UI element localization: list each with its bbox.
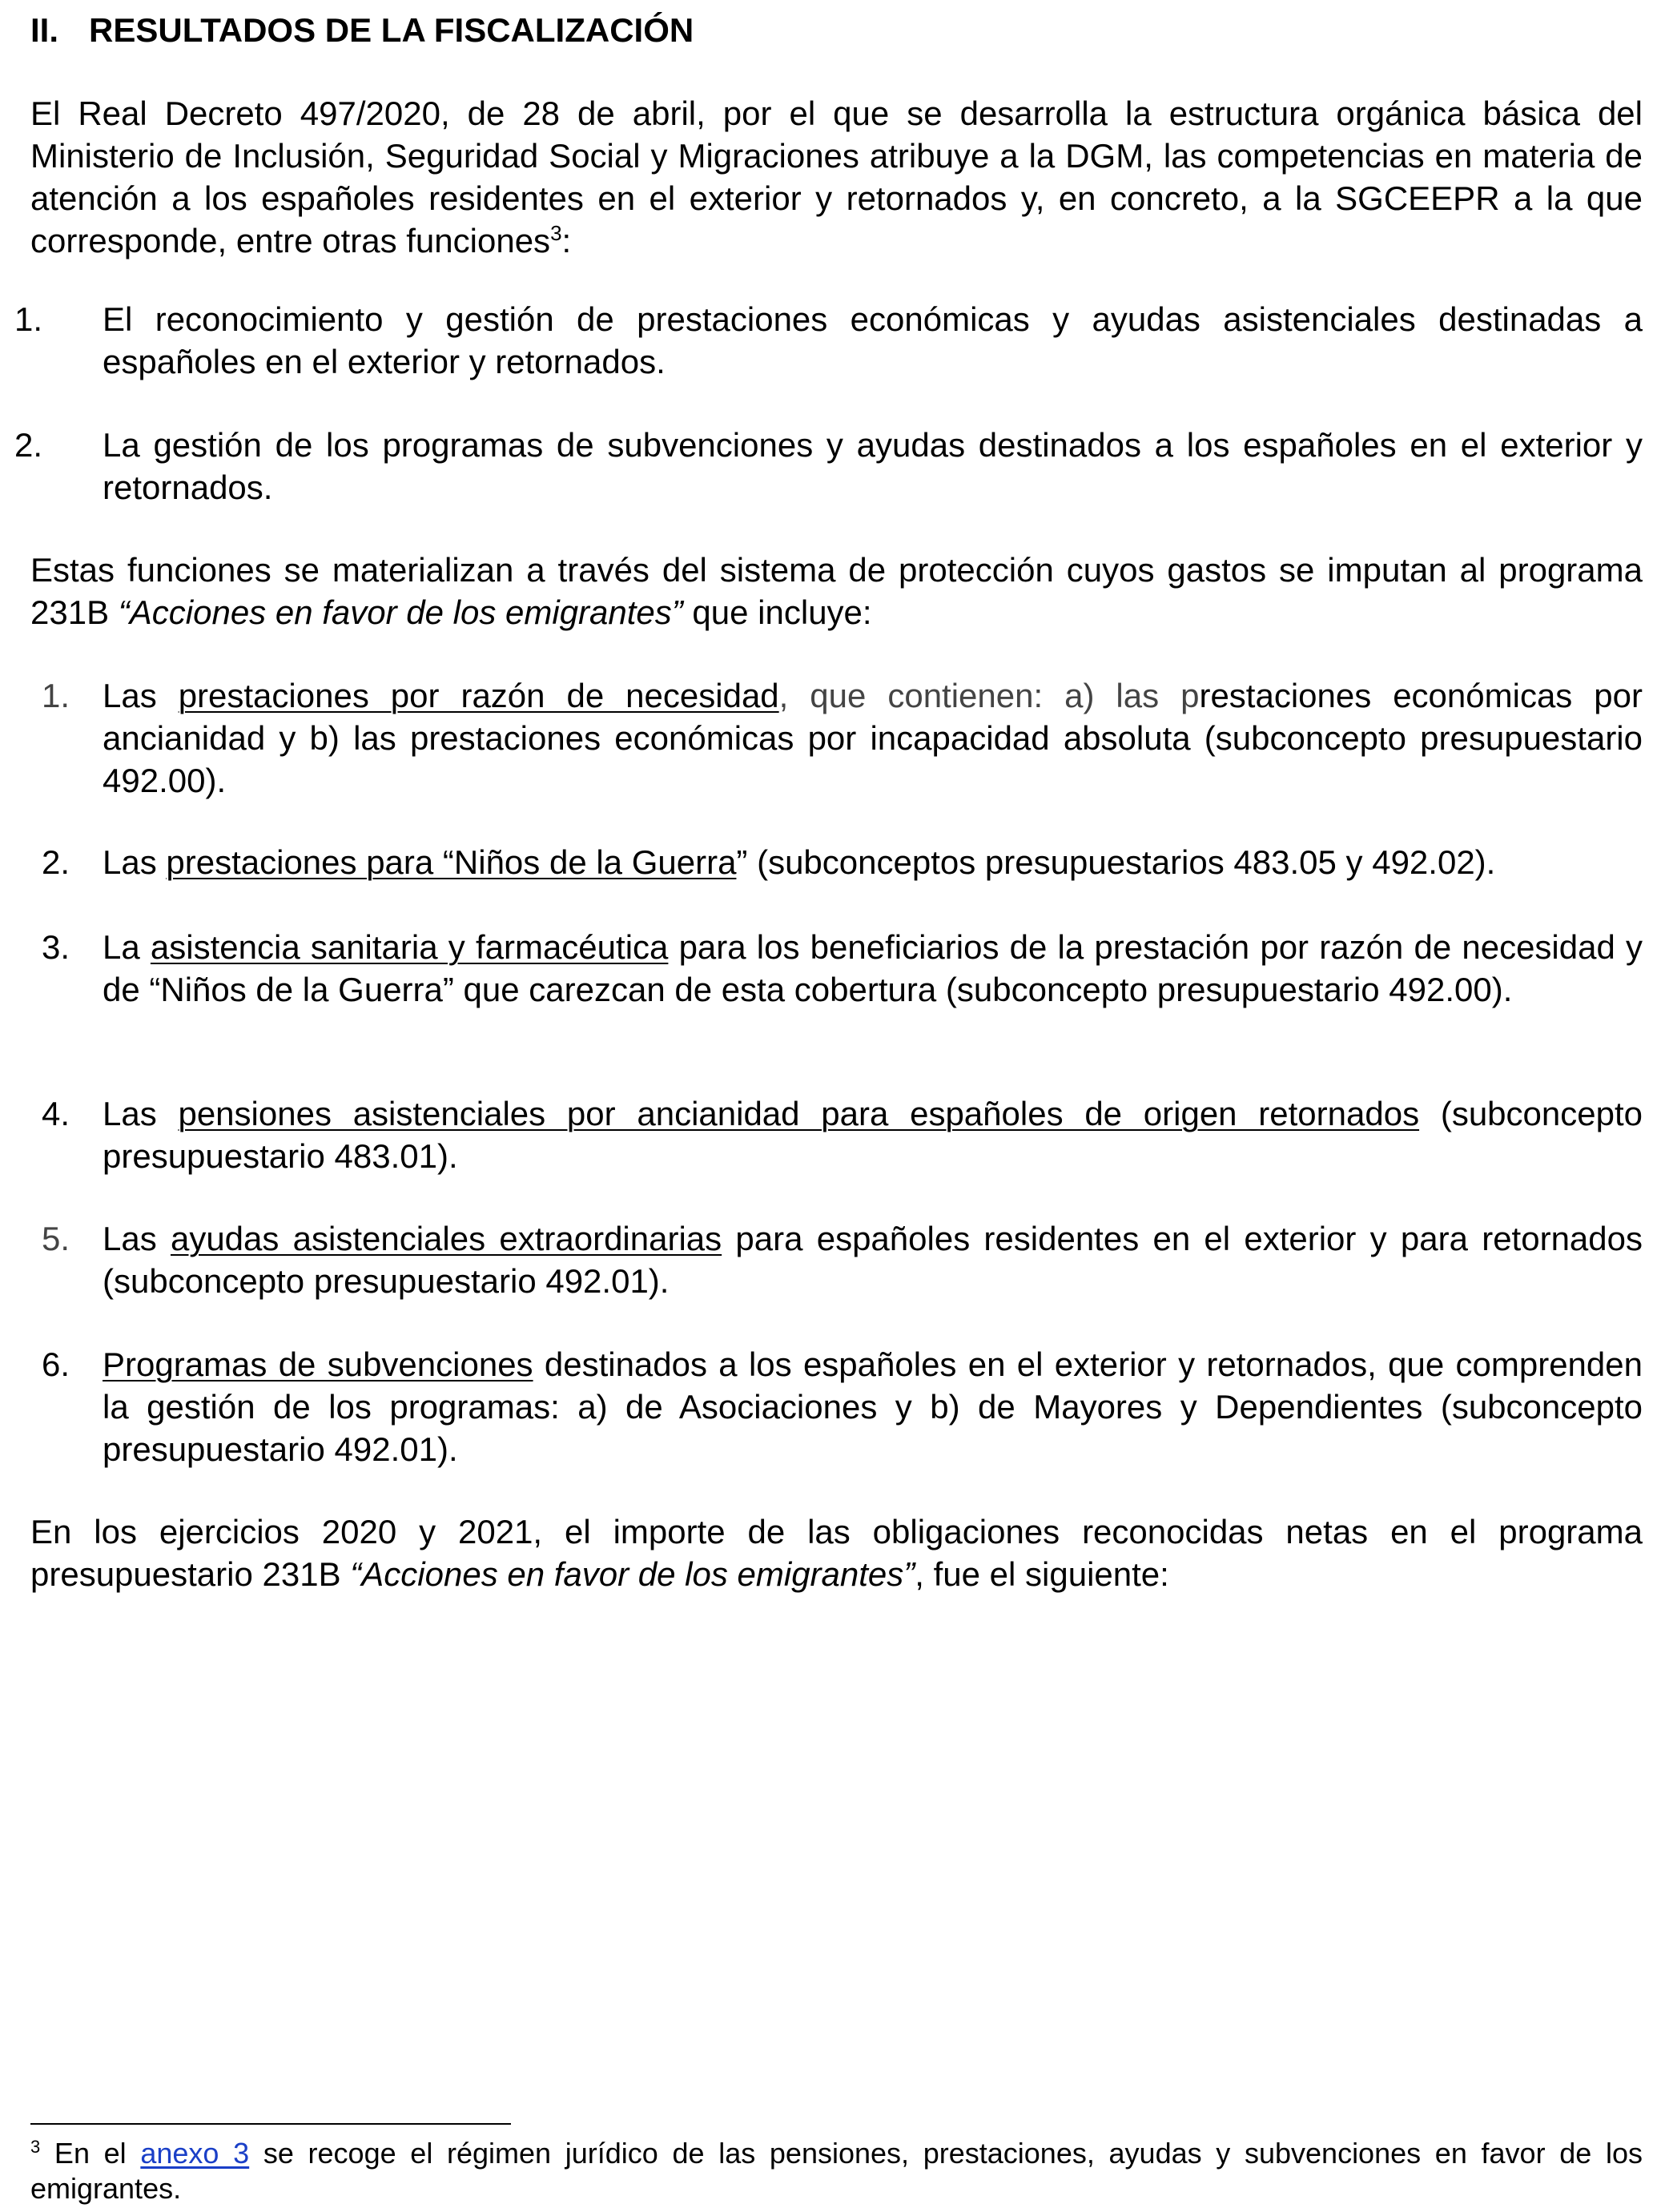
list-item-text: El reconocimiento y gestión de prestaciones económicas y ayudas asistenciales destinadas a españoles en el exterior y retornados.: [103, 300, 1643, 380]
footnote-number: 3: [30, 2137, 41, 2157]
section-heading: [30, 10, 694, 51]
list-marker: 4.: [42, 1095, 70, 1132]
list-marker: 1.: [14, 300, 43, 338]
list-item-text: Las prestaciones por razón de necesidad, que contienen: a) las prestaciones económicas por ancianidad y b) las prestaciones económicas por incapacidad absoluta (subconcepto presupuestario 492.00).: [103, 677, 1643, 799]
intro-paragraph: [30, 92, 1643, 262]
list-item-text: Las prestaciones para “Niños de la Guerra” (subconceptos presupuestarios 483.05 y 492.02).: [103, 843, 1496, 881]
footnote-separator: [30, 2123, 511, 2125]
section-number: II.: [30, 11, 59, 49]
para3-end: , fue el siguiente:: [915, 1555, 1169, 1593]
annex-link[interactable]: anexo 3: [140, 2137, 250, 2170]
function-item: [14, 298, 1643, 383]
program-title: Programas de subvenciones: [103, 1345, 533, 1383]
footnote: $^3$ En el anexo 3 se recoge el régimen jurídico de las pensiones, prestaciones, ayudas y subvenciones en favor de los emigrantes.: [30, 2137, 1643, 2205]
program-item: [30, 926, 1643, 1011]
program-title: asistencia sanitaria y farmacéutica: [150, 928, 669, 966]
list-item-text: Las ayudas asistenciales extraordinarias para españoles residentes en el exterior y para retornados (subconcepto presupuestario 492.01).: [103, 1220, 1643, 1300]
list-marker: 5.: [42, 1220, 70, 1257]
program-item: [30, 674, 1643, 802]
closing-paragraph: [30, 1510, 1643, 1595]
programs-intro-paragraph: [30, 549, 1643, 633]
program-item: [30, 1343, 1643, 1470]
program-title: ayudas asistenciales extraordinarias: [170, 1220, 722, 1257]
list-marker: 6.: [42, 1345, 70, 1383]
list-item-text: La asistencia sanitaria y farmacéutica para los beneficiarios de la prestación por razón de necesidad y de “Niños de la Guerra” que carezcan de esta cobertura (subconcepto presupuestario 492.00).: [103, 928, 1643, 1008]
program-item: [30, 841, 1643, 883]
para2-text: Estas funciones se materializan a través del sistema de protección cuyos gastos se imputan al programa 231B: [30, 551, 1643, 631]
list-marker: 1.: [42, 677, 70, 714]
function-item: [14, 424, 1643, 509]
footnote-ref[interactable]: 3: [550, 221, 562, 245]
program-item: [30, 1217, 1643, 1302]
list-item-text: Programas de subvenciones destinados a los españoles en el exterior y retornados, que comprenden la gestión de los programas: a) de Asociaciones y b) de Mayores y Dependientes (subconcepto presupuestario 492.01).: [103, 1345, 1643, 1468]
list-marker: 2.: [14, 426, 43, 464]
list-marker: 3.: [42, 928, 70, 966]
list-item-text: La gestión de los programas de subvenciones y ayudas destinados a los españoles en el exterior y retornados.: [103, 426, 1643, 506]
program-title: prestaciones para “Niños de la Guerra: [166, 843, 737, 881]
program-name: “Acciones en favor de los emigrantes”: [350, 1555, 915, 1593]
para3-text: En los ejercicios 2020 y 2021, el importe de las obligaciones reconocidas netas en el programa presupuestario 231B: [30, 1513, 1643, 1593]
intro-end: :: [561, 222, 572, 259]
section-title: RESULTADOS DE LA FISCALIZACIÓN: [89, 11, 694, 49]
program-title: prestaciones por razón de necesidad: [178, 677, 779, 714]
list-marker: 2.: [42, 843, 70, 881]
program-title: pensiones asistenciales por ancianidad para españoles de origen retornados: [178, 1095, 1420, 1132]
intro-text: El Real Decreto 497/2020, de 28 de abril, por el que se desarrolla la estructura orgánica básica del Ministerio de Inclusión, Seguridad Social y Migraciones atribuye a la DGM, las competencias en materia de atención a los españoles residentes en el exterior y retornados y, en concreto, a la SGCEEPR a la que corresponde, entre otras funciones: [30, 95, 1643, 259]
program-item: [30, 1092, 1643, 1177]
para2-end: que incluye:: [682, 593, 872, 631]
list-item-text: Las pensiones asistenciales por ancianidad para españoles de origen retornados (subconcepto presupuestario 483.01).: [103, 1095, 1643, 1175]
program-name: “Acciones en favor de los emigrantes”: [118, 593, 683, 631]
